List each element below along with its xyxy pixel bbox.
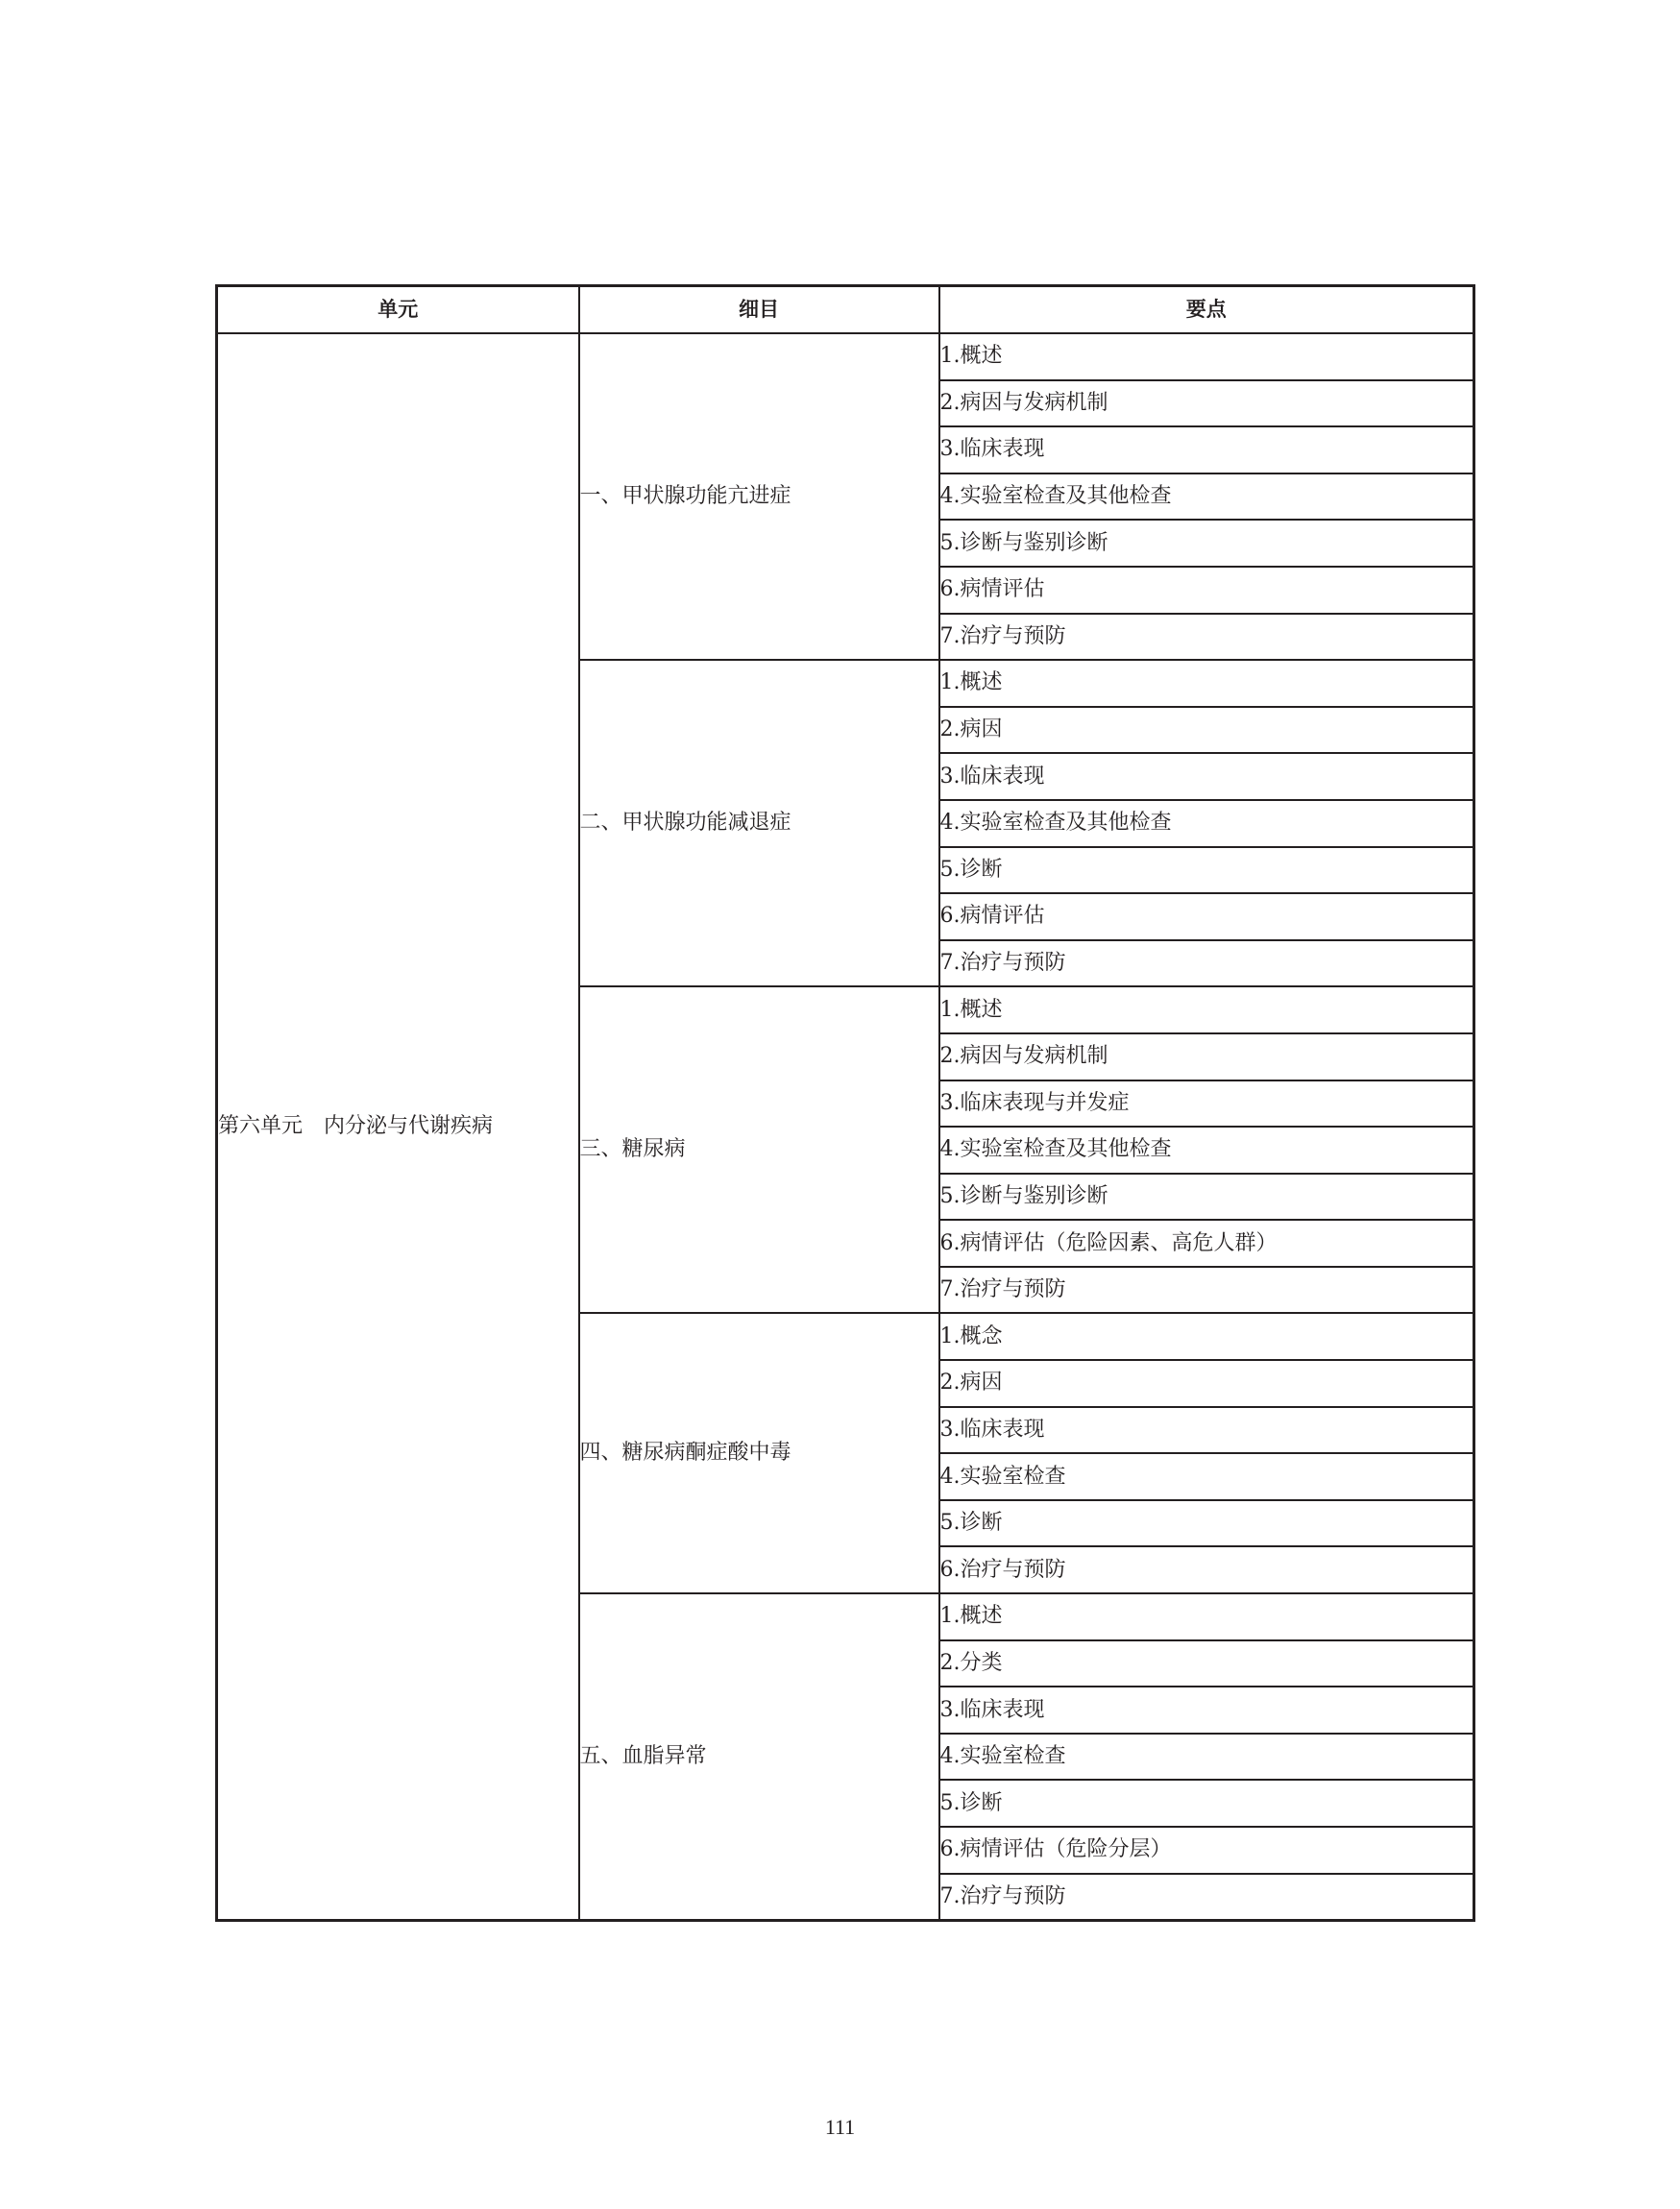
detail-cell: 四、糖尿病酮症酸中毒 xyxy=(579,1313,939,1593)
point-cell: 3.临床表现与并发症 xyxy=(939,1080,1474,1128)
point-cell: 1.概念 xyxy=(939,1313,1474,1360)
detail-cell: 一、甲状腺功能亢进症 xyxy=(579,333,939,660)
point-cell: 4.实验室检查 xyxy=(939,1734,1474,1781)
point-cell: 2.分类 xyxy=(939,1640,1474,1687)
point-cell: 6.病情评估 xyxy=(939,567,1474,614)
header-detail: 细目 xyxy=(579,286,939,334)
syllabus-table xyxy=(215,284,1475,1922)
point-cell: 2.病因 xyxy=(939,1360,1474,1407)
point-cell: 3.临床表现 xyxy=(939,426,1474,473)
point-cell: 2.病因与发病机制 xyxy=(939,380,1474,427)
point-cell: 5.诊断与鉴别诊断 xyxy=(939,520,1474,567)
point-cell: 4.实验室检查及其他检查 xyxy=(939,473,1474,521)
point-cell: 5.诊断与鉴别诊断 xyxy=(939,1174,1474,1221)
point-cell: 7.治疗与预防 xyxy=(939,1267,1474,1314)
point-cell: 6.病情评估 xyxy=(939,893,1474,940)
header-key-points: 要点 xyxy=(939,286,1474,334)
point-cell: 7.治疗与预防 xyxy=(939,1874,1474,1921)
detail-cell: 五、血脂异常 xyxy=(579,1593,939,1921)
point-cell: 2.病因 xyxy=(939,707,1474,754)
point-cell: 7.治疗与预防 xyxy=(939,614,1474,661)
point-cell: 7.治疗与预防 xyxy=(939,940,1474,987)
point-cell: 1.概述 xyxy=(939,1593,1474,1640)
unit-cell: 第六单元 内分泌与代谢疾病 xyxy=(217,333,579,1921)
point-cell: 6.病情评估（危险因素、高危人群） xyxy=(939,1220,1474,1267)
page-number: 111 xyxy=(824,2115,856,2139)
point-cell: 5.诊断 xyxy=(939,847,1474,894)
point-cell: 1.概述 xyxy=(939,333,1474,380)
point-cell: 2.病因与发病机制 xyxy=(939,1033,1474,1080)
point-cell: 3.临床表现 xyxy=(939,1407,1474,1454)
point-cell: 3.临床表现 xyxy=(939,1687,1474,1734)
point-cell: 1.概述 xyxy=(939,660,1474,707)
point-cell: 3.临床表现 xyxy=(939,753,1474,800)
point-cell: 4.实验室检查及其他检查 xyxy=(939,800,1474,847)
point-cell: 4.实验室检查及其他检查 xyxy=(939,1127,1474,1174)
point-cell: 5.诊断 xyxy=(939,1780,1474,1827)
detail-cell: 二、甲状腺功能减退症 xyxy=(579,660,939,986)
table-row xyxy=(217,333,1474,380)
header-unit: 单元 xyxy=(217,286,579,334)
point-cell: 6.治疗与预防 xyxy=(939,1546,1474,1593)
point-cell: 6.病情评估（危险分层） xyxy=(939,1827,1474,1874)
detail-cell: 三、糖尿病 xyxy=(579,986,939,1313)
point-cell: 5.诊断 xyxy=(939,1500,1474,1547)
point-cell: 1.概述 xyxy=(939,986,1474,1033)
point-cell: 4.实验室检查 xyxy=(939,1453,1474,1500)
table-header-row xyxy=(217,286,1474,334)
